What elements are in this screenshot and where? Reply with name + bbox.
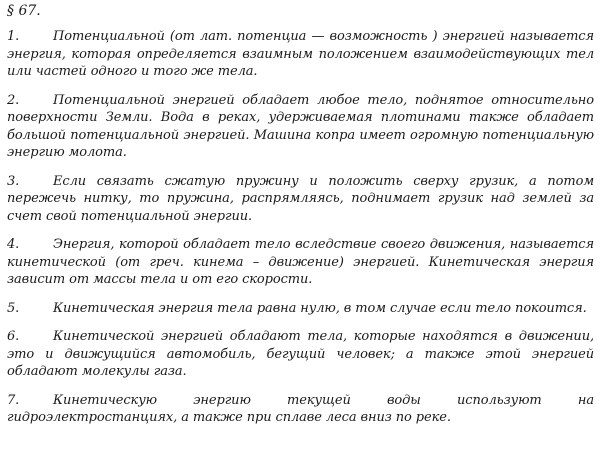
- paragraph-number: 5.: [7, 300, 20, 316]
- paragraph-1: [7, 28, 594, 81]
- paragraph-text: Кинетическую энергию текущей воды используют на гидроэлектростанциях, а также при сплаве леса вниз по реке.: [7, 392, 594, 425]
- paragraph-5: [7, 300, 594, 318]
- paragraph-text: Энергия, которой обладает тело вследствие своего движения, называется кинетической (от греч. кинема – движение) энергией. Кинетическая энергия зависит от массы тела и от его скорости.: [7, 237, 594, 287]
- paragraph-4: [7, 236, 594, 289]
- paragraph-number: 6.: [7, 329, 20, 344]
- paragraph-text: Кинетическая энергия тела равна нулю, в том случае если тело покоится.: [53, 300, 587, 316]
- paragraph-number: 4.: [7, 237, 20, 252]
- paragraph-2: [7, 92, 594, 162]
- paragraph-6: [7, 328, 594, 381]
- section-heading: § 67.: [7, 3, 41, 19]
- paragraph-number: 1.: [7, 29, 20, 44]
- paragraph-7: [7, 392, 594, 427]
- paragraph-number: 2.: [7, 92, 20, 108]
- paragraph-text: Кинетической энергией обладают тела, которые находятся в движении, это и движущийся автомобиль, бегущий человек; а также этой энергией обладают молекулы газа.: [7, 329, 594, 379]
- paragraph-text: Если связать сжатую пружину и положить сверху грузик, а потом пережечь нитку, то пружина, распрямляясь, поднимает грузик над землей за счет свой потенциальной энергии.: [7, 173, 594, 224]
- paragraph-text: Потенциальной энергией обладает любое тело, поднятое относительно поверхности Земли. Вода в реках, удерживаемая плотинами также обладает большой потенциальной энергией. Машина копра имеет огромную потенциальную энергию молота.: [7, 92, 594, 160]
- paragraph-number: 7.: [7, 392, 20, 408]
- paragraph-3: [7, 173, 594, 226]
- paragraph-number: 3.: [7, 173, 20, 189]
- paragraph-text: Потенциальной (от лат. потенциа — возможность ) энергией называется энергия, которая определяется взаимным положением взаимодействующих тел или частей одного и того же тела.: [7, 29, 594, 79]
